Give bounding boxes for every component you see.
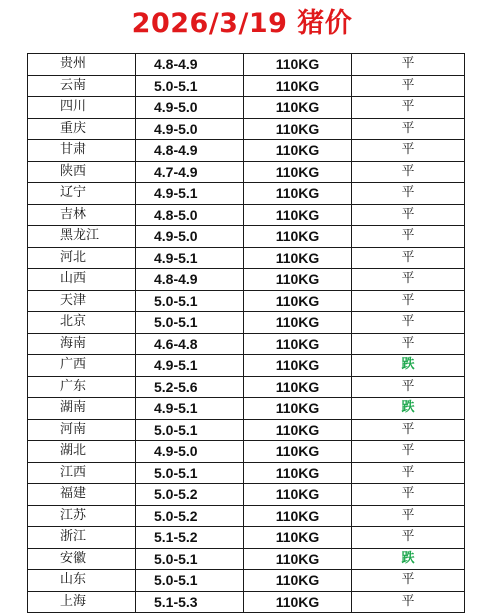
- price-range-cell: 4.6-4.8: [136, 333, 244, 355]
- weight-cell: 110KG: [244, 290, 352, 312]
- trend-cell: 跌: [352, 355, 465, 377]
- region-cell: 山西: [28, 269, 136, 291]
- weight-cell: 110KG: [244, 140, 352, 162]
- table-row: [28, 441, 465, 463]
- price-table-body: [28, 54, 465, 613]
- trend-cell: 平: [352, 591, 465, 613]
- region-cell: 四川: [28, 97, 136, 119]
- price-range-cell: 5.0-5.1: [136, 548, 244, 570]
- trend-cell: 平: [352, 527, 465, 549]
- price-range-cell: 5.1-5.2: [136, 527, 244, 549]
- trend-cell: 平: [352, 484, 465, 506]
- table-row: [28, 290, 465, 312]
- trend-cell: 平: [352, 140, 465, 162]
- weight-cell: 110KG: [244, 54, 352, 76]
- region-cell: 北京: [28, 312, 136, 334]
- table-row: [28, 204, 465, 226]
- weight-cell: 110KG: [244, 505, 352, 527]
- trend-cell: 平: [352, 333, 465, 355]
- table-row: [28, 312, 465, 334]
- table-row: [28, 161, 465, 183]
- weight-cell: 110KG: [244, 312, 352, 334]
- table-row: [28, 54, 465, 76]
- trend-cell: 平: [352, 75, 465, 97]
- table-row: [28, 75, 465, 97]
- weight-cell: 110KG: [244, 118, 352, 140]
- price-range-cell: 5.0-5.1: [136, 570, 244, 592]
- weight-cell: 110KG: [244, 462, 352, 484]
- price-range-cell: 4.9-5.0: [136, 226, 244, 248]
- pig-price-table: [27, 53, 465, 613]
- table-row: [28, 591, 465, 613]
- region-cell: 上海: [28, 591, 136, 613]
- weight-cell: 110KG: [244, 333, 352, 355]
- trend-cell: 平: [352, 247, 465, 269]
- price-range-cell: 4.8-5.0: [136, 204, 244, 226]
- trend-cell: 平: [352, 376, 465, 398]
- weight-cell: 110KG: [244, 161, 352, 183]
- region-cell: 辽宁: [28, 183, 136, 205]
- region-cell: 广东: [28, 376, 136, 398]
- table-row: [28, 97, 465, 119]
- weight-cell: 110KG: [244, 419, 352, 441]
- region-cell: 江西: [28, 462, 136, 484]
- region-cell: 湖北: [28, 441, 136, 463]
- price-range-cell: 5.2-5.6: [136, 376, 244, 398]
- table-row: [28, 527, 465, 549]
- trend-cell: 平: [352, 441, 465, 463]
- table-row: [28, 505, 465, 527]
- table-row: [28, 484, 465, 506]
- trend-cell: 平: [352, 183, 465, 205]
- region-cell: 广西: [28, 355, 136, 377]
- table-row: [28, 269, 465, 291]
- table-row: [28, 570, 465, 592]
- price-range-cell: 4.9-5.0: [136, 97, 244, 119]
- table-row: [28, 355, 465, 377]
- price-range-cell: 5.0-5.2: [136, 484, 244, 506]
- trend-cell: 平: [352, 226, 465, 248]
- price-range-cell: 4.8-4.9: [136, 140, 244, 162]
- region-cell: 安徽: [28, 548, 136, 570]
- region-cell: 山东: [28, 570, 136, 592]
- region-cell: 天津: [28, 290, 136, 312]
- weight-cell: 110KG: [244, 183, 352, 205]
- region-cell: 甘肃: [28, 140, 136, 162]
- weight-cell: 110KG: [244, 204, 352, 226]
- table-row: [28, 462, 465, 484]
- trend-cell: 平: [352, 204, 465, 226]
- weight-cell: 110KG: [244, 548, 352, 570]
- trend-cell: 平: [352, 290, 465, 312]
- table-row: [28, 398, 465, 420]
- region-cell: 福建: [28, 484, 136, 506]
- weight-cell: 110KG: [244, 570, 352, 592]
- weight-cell: 110KG: [244, 75, 352, 97]
- weight-cell: 110KG: [244, 355, 352, 377]
- weight-cell: 110KG: [244, 97, 352, 119]
- price-range-cell: 4.9-5.0: [136, 118, 244, 140]
- page-title: 2026/3/19 猪价: [131, 8, 353, 39]
- table-row: [28, 247, 465, 269]
- trend-cell: 平: [352, 312, 465, 334]
- price-range-cell: 4.9-5.0: [136, 441, 244, 463]
- price-range-cell: 4.8-4.9: [136, 269, 244, 291]
- trend-cell: 平: [352, 161, 465, 183]
- price-range-cell: 5.0-5.1: [136, 290, 244, 312]
- price-range-cell: 4.9-5.1: [136, 398, 244, 420]
- region-cell: 贵州: [28, 54, 136, 76]
- trend-cell: 平: [352, 419, 465, 441]
- region-cell: 河北: [28, 247, 136, 269]
- region-cell: 江苏: [28, 505, 136, 527]
- trend-cell: 跌: [352, 398, 465, 420]
- price-range-cell: 4.9-5.1: [136, 247, 244, 269]
- region-cell: 云南: [28, 75, 136, 97]
- table-row: [28, 419, 465, 441]
- price-range-cell: 4.7-4.9: [136, 161, 244, 183]
- table-row: [28, 226, 465, 248]
- table-row: [28, 376, 465, 398]
- trend-cell: 平: [352, 118, 465, 140]
- trend-cell: 平: [352, 269, 465, 291]
- weight-cell: 110KG: [244, 484, 352, 506]
- trend-cell: 平: [352, 54, 465, 76]
- price-range-cell: 5.0-5.1: [136, 462, 244, 484]
- weight-cell: 110KG: [244, 441, 352, 463]
- region-cell: 湖南: [28, 398, 136, 420]
- weight-cell: 110KG: [244, 226, 352, 248]
- table-row: [28, 140, 465, 162]
- weight-cell: 110KG: [244, 591, 352, 613]
- region-cell: 海南: [28, 333, 136, 355]
- price-range-cell: 5.1-5.3: [136, 591, 244, 613]
- price-range-cell: 4.9-5.1: [136, 355, 244, 377]
- trend-cell: 平: [352, 570, 465, 592]
- price-range-cell: 5.0-5.1: [136, 312, 244, 334]
- price-range-cell: 5.0-5.1: [136, 75, 244, 97]
- weight-cell: 110KG: [244, 527, 352, 549]
- table-row: [28, 333, 465, 355]
- weight-cell: 110KG: [244, 247, 352, 269]
- table-row: [28, 183, 465, 205]
- price-range-cell: 4.9-5.1: [136, 183, 244, 205]
- weight-cell: 110KG: [244, 269, 352, 291]
- trend-cell: 跌: [352, 548, 465, 570]
- table-row: [28, 548, 465, 570]
- weight-cell: 110KG: [244, 398, 352, 420]
- region-cell: 陕西: [28, 161, 136, 183]
- region-cell: 重庆: [28, 118, 136, 140]
- region-cell: 河南: [28, 419, 136, 441]
- trend-cell: 平: [352, 462, 465, 484]
- region-cell: 黑龙江: [28, 226, 136, 248]
- region-cell: 吉林: [28, 204, 136, 226]
- weight-cell: 110KG: [244, 376, 352, 398]
- price-range-cell: 5.0-5.2: [136, 505, 244, 527]
- trend-cell: 平: [352, 505, 465, 527]
- table-row: [28, 118, 465, 140]
- price-range-cell: 4.8-4.9: [136, 54, 244, 76]
- trend-cell: 平: [352, 97, 465, 119]
- price-range-cell: 5.0-5.1: [136, 419, 244, 441]
- region-cell: 浙江: [28, 527, 136, 549]
